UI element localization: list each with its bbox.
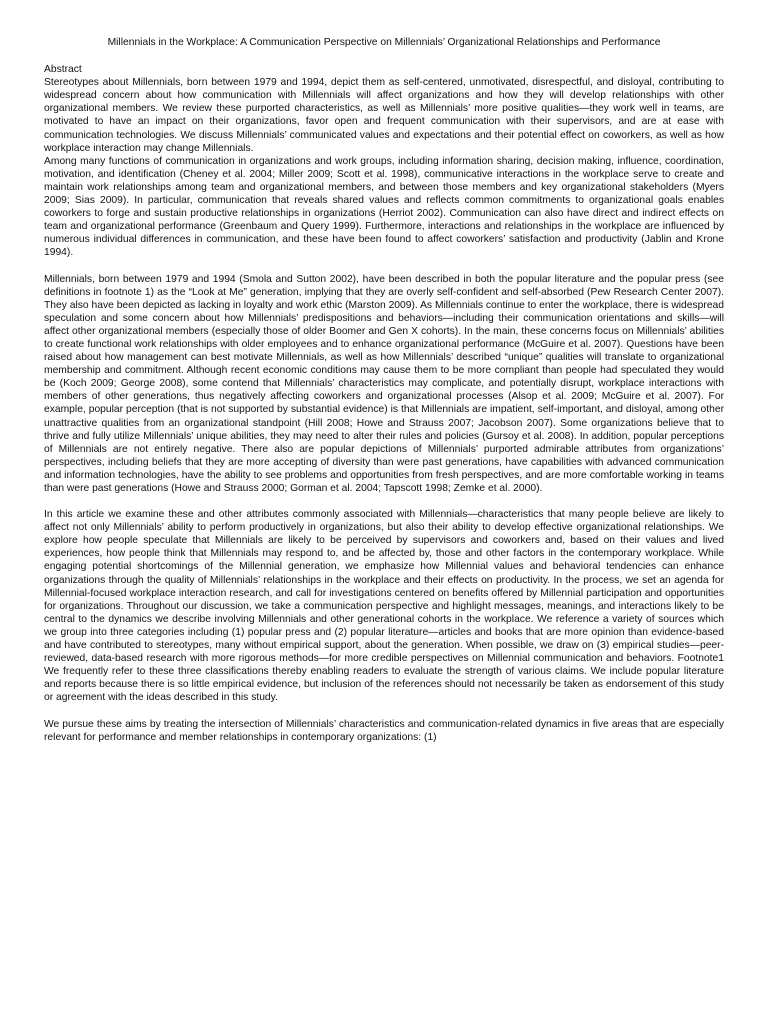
body-paragraph-4: We pursue these aims by treating the intersection of Millennials’ characteristics and communication-related dynamics in five areas that are especially relevant for performance and member relationships in contemporary organizations: (1) [44,718,724,743]
abstract-paragraph: Stereotypes about Millennials, born between 1979 and 1994, depict them as self-centered, unmotivated, disrespectful, and disloyal, contributing to widespread concern about how communication with Millennials will affect organizations and how they will develop relationships with other organizational members. We review these purported characteristics, as well as Millennials’ more positive qualities—they work well in teams, are motivated to have an impact on their organizations, favor open and frequent communication with their supervisors, and are at ease with communication technologies. We discuss Millennials’ communicated values and expectations and their potential effect on coworkers, as well as how workplace interaction may change Millennials. [44,77,724,154]
document-title: Millennials in the Workplace: A Communication Perspective on Millennials’ Organizational Relationships and Performance [107,37,661,48]
document-page [44,36,724,744]
body-paragraph-2: Millennials, born between 1979 and 1994 (Smola and Sutton 2002), have been described in both the popular literature and the popular press (see definitions in footnote 1) as the “Look at Me” generation, implying that they are overly self-confident and self-absorbed (Pew Research Center 2007). They also have been depicted as lacking in loyalty and work ethic (Marston 2009). As Millennials continue to enter the workplace, there is widespread speculation and some concern about how Millennials’ predispositions and behaviors—including their communication orientations and skills—will affect other organizational members (especially those of older Boomer and Gen X cohorts). In the main, these concerns focus on Millennials’ abilities to create functional work relationships with older employees and to enhance organizational performance (McGuire et al. 2007). Questions have been raised about how management can best motivate Millennials, as well as how Millennials’ described “unique” qualities will translate to organizational membership and commitment. Although recent economic conditions may cause them to be more compliant than people had speculated they would be (Koch 2009; George 2008), some contend that Millennials’ characteristics may complicate, and potentially disrupt, workplace interactions with members of other generations, thus negatively affecting coworkers and organizational processes (Alsop et al. 2009; McGuire et al. 2007). For example, popular perception (that is not supported by substantial evidence) is that Millennials are impatient, self-important, and disloyal, among other unattractive qualities from an organizational standpoint (Hill 2008; Howe and Strauss 2007; Jacobson 2007). Some organizations believe that to thrive and fully utilize Millennials’ unique abilities, they may need to alter their rules and policies (Gursoy et al. 2008). In addition, popular perceptions of Millennials are not entirely negative. There also are popular depictions of Millennials’ purported admirable attributes from organizations’ perspectives, including beliefs that they are more accepting of diversity than were past generations, have capabilities with advanced communication and information technologies, have the ability to see problems and opportunities from fresh perspectives, and are more comfortable working in teams than were past generations (Howe and Strauss 2000; Gorman et al. 2004; Tapscott 1998; Zemke et al. 2000). [44,273,724,494]
abstract-heading: Abstract [44,64,82,76]
body-paragraph-1: Among many functions of communication in organizations and work groups, including information sharing, decision making, influence, coordination, motivation, and identification (Cheney et al. 2004; Miller 2009; Scott et al. 1998), communicative interactions in the workplace serve to create and maintain work relationships among team and organizational members, and between those members and key organizational stakeholders (Myers 2009; Sias 2009). In particular, communication that reveals shared values and reflects common commitments to organizational goals enables coworkers to forge and sustain productive relationships in organizations (Herriot 2002). Communication can also have direct and indirect effects on team and organizational performance (Greenbaum and Query 1999). Furthermore, interactions and relationships in the workplace are influenced by numerous individual differences in communication, and these have been found to affect coworkers’ satisfaction and productivity (Jablin and Krone 1994). [44,155,724,259]
body-paragraph-3: In this article we examine these and other attributes commonly associated with Millennials—characteristics that many people believe are likely to affect not only Millennials’ ability to perform productively in organizations, but also their ability to develop effective organizational relationships. We explore how people speculate that Millennials are likely to be perceived by supervisors and coworkers and, based on their values and lived experiences, how people think that Millennials may respond to, and be affected by, those and other factors in the contemporary workplace. While engaging potential shortcomings of the Millennial generation, we emphasize how Millennial values and behavioral tendencies can enhance organizations through the quality of Millennials’ relationships in the workplace and their effects on productivity. In the process, we set an agenda for Millennial-focused workplace interaction research, and call for investigations centered on benefits offered by Millennial participation and opportunities for organizations. Throughout our discussion, we take a communication perspective and highlight messages, meanings, and interactions likely to be central to the dynamics we describe involving Millennials and other generational cohorts in the workplace. We reference a variety of sources which we group into three categories including (1) popular press and (2) popular literature—articles and books that are more opinion than evidence-based and have contributed to stereotypes, many without empirical support, about the generation. When possible, we draw on (3) empirical studies—peer-reviewed, data-based research with more rigorous methods—for more credible perspectives on Millennial communication and behaviors. Footnote1 We frequently refer to these three classifications thereby enabling readers to evaluate the strength of various claims. We include popular literature and reports because there is so little empirical evidence, but inclusion of the references should not necessarily be taken as endorsement of this study or agreement with the ideas described in this study. [44,509,724,704]
